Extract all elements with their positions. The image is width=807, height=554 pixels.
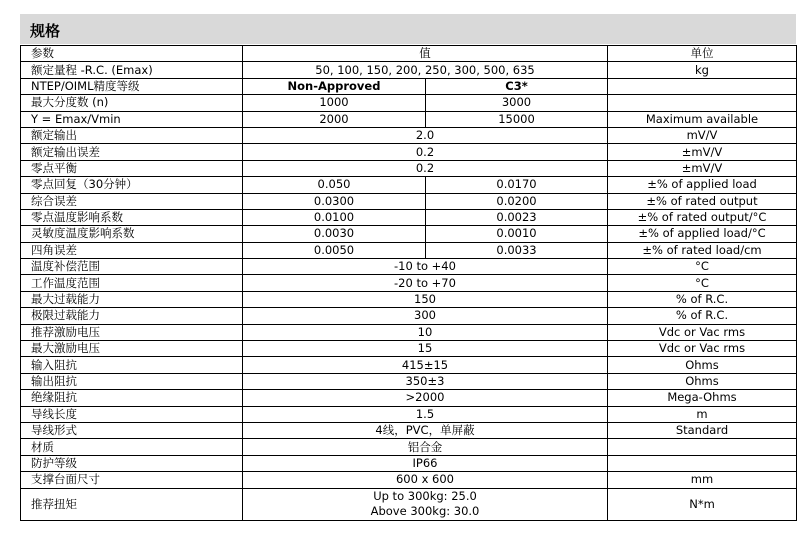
unit-cell	[608, 95, 797, 111]
param-cell: 额定量程 -R.C. (Emax)	[21, 62, 243, 78]
unit-cell: m	[608, 406, 797, 422]
param-cell: 极限过载能力	[21, 308, 243, 324]
unit-cell: Vdc or Vac rms	[608, 341, 797, 357]
value-cell: 0.0023	[426, 209, 608, 225]
value-cell: 0.0030	[243, 226, 426, 242]
value-cell: 0.0010	[426, 226, 608, 242]
unit-cell: ±% of applied load/°C	[608, 226, 797, 242]
value-cell: 1.5	[243, 406, 608, 422]
value-cell: 1000	[243, 95, 426, 111]
value-cell: 2.0	[243, 127, 608, 143]
header-value: 值	[243, 46, 608, 62]
table-row	[21, 144, 797, 160]
table-row	[21, 308, 797, 324]
unit-cell	[608, 78, 797, 94]
unit-cell: % of R.C.	[608, 291, 797, 307]
param-cell: 推荐扭矩	[21, 488, 243, 520]
table-row	[21, 488, 797, 520]
value-cell: >2000	[243, 390, 608, 406]
table-row	[21, 357, 797, 373]
unit-cell: Standard	[608, 422, 797, 438]
table-row	[21, 193, 797, 209]
param-cell: 绝缘阻抗	[21, 390, 243, 406]
param-cell: 最大分度数 (n)	[21, 95, 243, 111]
param-cell: 输入阻抗	[21, 357, 243, 373]
table-row	[21, 242, 797, 258]
value-cell: 0.2	[243, 144, 608, 160]
value-cell: 600 x 600	[243, 472, 608, 488]
value-cell: 0.0170	[426, 177, 608, 193]
table-row	[21, 62, 797, 78]
table-row	[21, 111, 797, 127]
value-cell: 0.2	[243, 160, 608, 176]
unit-cell: Ohms	[608, 373, 797, 389]
table-row	[21, 472, 797, 488]
unit-cell: Mega-Ohms	[608, 390, 797, 406]
table-row	[21, 390, 797, 406]
unit-cell: ±% of rated load/cm	[608, 242, 797, 258]
param-cell: 额定输出	[21, 127, 243, 143]
unit-cell: Maximum available	[608, 111, 797, 127]
section-header	[20, 14, 796, 44]
param-cell: 零点温度影响系数	[21, 209, 243, 225]
value-cell: -20 to +70	[243, 275, 608, 291]
unit-cell: mV/V	[608, 127, 797, 143]
param-cell: 防护等级	[21, 455, 243, 471]
torque-line-1: Up to 300kg: 25.0	[373, 489, 477, 504]
table-row	[21, 78, 797, 94]
header-row	[21, 46, 797, 62]
param-cell: 推荐激励电压	[21, 324, 243, 340]
value-cell: 415±15	[243, 357, 608, 373]
param-cell: 综合误差	[21, 193, 243, 209]
unit-cell: kg	[608, 62, 797, 78]
value-cell: 2000	[243, 111, 426, 127]
value-cell: 铝合金	[243, 439, 608, 455]
section-title: 规格	[30, 22, 61, 40]
value-cell: 0.050	[243, 177, 426, 193]
table-row	[21, 177, 797, 193]
unit-cell: °C	[608, 259, 797, 275]
unit-cell: Vdc or Vac rms	[608, 324, 797, 340]
unit-cell: ±% of applied load	[608, 177, 797, 193]
param-cell: 导线长度	[21, 406, 243, 422]
param-cell: 四角误差	[21, 242, 243, 258]
table-row	[21, 422, 797, 438]
value-cell: C3*	[426, 78, 608, 94]
value-cell: 50, 100, 150, 200, 250, 300, 500, 635	[243, 62, 608, 78]
param-cell: 额定输出误差	[21, 144, 243, 160]
value-cell: 4线，PVC，单屏蔽	[243, 422, 608, 438]
param-cell: NTEP/OIML精度等级	[21, 78, 243, 94]
value-cell: 10	[243, 324, 608, 340]
header-param: 参数	[21, 46, 243, 62]
unit-cell: ±mV/V	[608, 160, 797, 176]
param-cell: 灵敏度温度影响系数	[21, 226, 243, 242]
param-cell: Y = Emax/Vmin	[21, 111, 243, 127]
value-cell: 0.0033	[426, 242, 608, 258]
table-row	[21, 209, 797, 225]
value-cell: 150	[243, 291, 608, 307]
value-cell	[243, 488, 608, 520]
unit-cell: N*m	[608, 488, 797, 520]
unit-cell: % of R.C.	[608, 308, 797, 324]
value-cell: 350±3	[243, 373, 608, 389]
unit-cell: ±mV/V	[608, 144, 797, 160]
table-row	[21, 439, 797, 455]
table-row	[21, 127, 797, 143]
param-cell: 输出阻抗	[21, 373, 243, 389]
table-row	[21, 95, 797, 111]
param-cell: 工作温度范围	[21, 275, 243, 291]
table-row	[21, 373, 797, 389]
value-cell: 300	[243, 308, 608, 324]
table-row	[21, 259, 797, 275]
value-cell: 15000	[426, 111, 608, 127]
unit-cell: ±% of rated output/°C	[608, 209, 797, 225]
param-cell: 零点回复（30分钟）	[21, 177, 243, 193]
table-row	[21, 455, 797, 471]
header-unit: 单位	[608, 46, 797, 62]
value-cell: 3000	[426, 95, 608, 111]
table-row	[21, 226, 797, 242]
value-cell: -10 to +40	[243, 259, 608, 275]
table-row	[21, 160, 797, 176]
param-cell: 最大激励电压	[21, 341, 243, 357]
spec-table	[20, 45, 797, 521]
table-row	[21, 275, 797, 291]
unit-cell: mm	[608, 472, 797, 488]
unit-cell	[608, 439, 797, 455]
unit-cell	[608, 455, 797, 471]
value-cell: 0.0050	[243, 242, 426, 258]
value-cell: 0.0200	[426, 193, 608, 209]
unit-cell: ±% of rated output	[608, 193, 797, 209]
param-cell: 材质	[21, 439, 243, 455]
torque-line-2: Above 300kg: 30.0	[370, 504, 480, 519]
param-cell: 零点平衡	[21, 160, 243, 176]
value-cell: 0.0300	[243, 193, 426, 209]
table-row	[21, 324, 797, 340]
table-row	[21, 406, 797, 422]
table-row	[21, 291, 797, 307]
value-cell: 15	[243, 341, 608, 357]
value-cell: IP66	[243, 455, 608, 471]
param-cell: 导线形式	[21, 422, 243, 438]
param-cell: 最大过载能力	[21, 291, 243, 307]
unit-cell: Ohms	[608, 357, 797, 373]
value-cell: 0.0100	[243, 209, 426, 225]
table-row	[21, 341, 797, 357]
value-cell: Non-Approved	[243, 78, 426, 94]
unit-cell: °C	[608, 275, 797, 291]
param-cell: 支撑台面尺寸	[21, 472, 243, 488]
param-cell: 温度补偿范围	[21, 259, 243, 275]
